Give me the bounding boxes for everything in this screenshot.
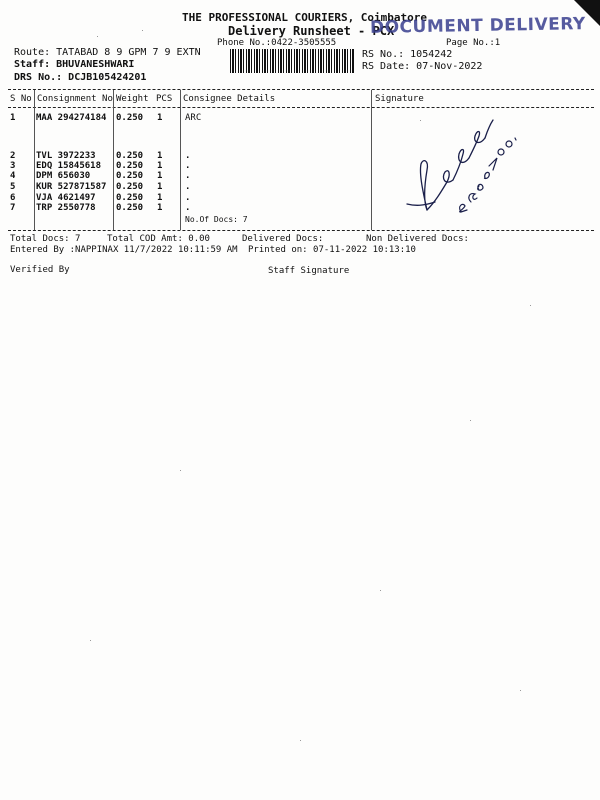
- col-header-consignment: Consignment No: [37, 94, 113, 104]
- row-sno: 1: [10, 113, 16, 123]
- row-pcs: 1: [157, 161, 163, 171]
- rs-date: RS Date: 07-Nov-2022: [362, 61, 483, 72]
- table-top-rule: [8, 89, 594, 90]
- route: Route: TATABAD 8 9 GPM 7 9 EXTN: [14, 47, 201, 58]
- row-consignment: EDQ 15845618: [36, 161, 102, 171]
- rs-number: RS No.: 1054242: [362, 49, 453, 60]
- row-consignment: TRP 2550778: [36, 203, 96, 213]
- row-consignment: DPM 656030: [36, 171, 91, 181]
- row-consignment: MAA 294274184: [36, 113, 107, 123]
- row-weight: 0.250: [116, 151, 144, 161]
- row-pcs: 1: [157, 151, 163, 161]
- row-sno: 5: [10, 182, 16, 192]
- handwritten-signature: [405, 112, 525, 220]
- row-weight: 0.250: [116, 203, 144, 213]
- col-header-consignee: Consignee Details: [183, 94, 276, 104]
- row-pcs: 1: [157, 193, 163, 203]
- delivered-docs: Delivered Docs:: [242, 234, 324, 244]
- row-sno: 7: [10, 203, 16, 213]
- row-weight: 0.250: [116, 161, 144, 171]
- row-consignment: VJA 4621497: [36, 193, 96, 203]
- phone-number: Phone No.:0422-3505555: [217, 38, 337, 48]
- no-of-docs: No.Of Docs: 7: [185, 215, 248, 224]
- row-details: .: [185, 182, 191, 192]
- row-weight: 0.250: [116, 182, 144, 192]
- printed-on: Printed on: 07-11-2022 10:13:10: [248, 245, 416, 255]
- row-details: .: [185, 203, 191, 213]
- runsheet-title: Delivery Runsheet - PCX: [228, 24, 395, 38]
- col-header-pcs: PCS: [156, 94, 173, 104]
- page-number: Page No.:1: [446, 38, 501, 48]
- row-sno: 6: [10, 193, 16, 203]
- row-consignment: KUR 527871587: [36, 182, 107, 192]
- company-name: THE PROFESSIONAL COURIERS, Coimbatore: [182, 11, 428, 24]
- row-details: .: [185, 193, 191, 203]
- total-docs: Total Docs: 7: [10, 234, 81, 244]
- staff-signature-label: Staff Signature: [268, 266, 350, 276]
- row-details: .: [185, 171, 191, 181]
- col-header-weight: Weight: [116, 94, 149, 104]
- row-weight: 0.250: [116, 171, 144, 181]
- row-sno: 4: [10, 171, 16, 181]
- total-cod-amount: Total COD Amt: 0.00: [107, 234, 210, 244]
- row-pcs: 1: [157, 171, 163, 181]
- col-header-signature: Signature: [375, 94, 424, 104]
- row-pcs: 1: [157, 182, 163, 192]
- row-pcs: 1: [157, 203, 163, 213]
- table-header-rule: [8, 107, 594, 108]
- row-pcs: 1: [157, 113, 163, 123]
- drs-number: DRS No.: DCJB105424201: [14, 72, 147, 83]
- row-details: ARC: [185, 113, 202, 123]
- row-details: .: [185, 151, 191, 161]
- row-sno: 3: [10, 161, 16, 171]
- col-header-sno: S No: [10, 94, 32, 104]
- table-bottom-rule: [8, 230, 594, 231]
- row-sno: 2: [10, 151, 16, 161]
- staff-name: Staff: BHUVANESHWARI: [14, 59, 135, 70]
- document-delivery-stamp: DOCUMENT DELIVERY: [369, 14, 586, 38]
- barcode: [230, 49, 354, 73]
- row-weight: 0.250: [116, 113, 144, 123]
- row-weight: 0.250: [116, 193, 144, 203]
- entered-by: Entered By :NAPPINAX 11/7/2022 10:11:59 AM: [10, 245, 238, 255]
- verified-by: Verified By: [10, 265, 70, 275]
- row-details: .: [185, 161, 191, 171]
- non-delivered-docs: Non Delivered Docs:: [366, 234, 469, 244]
- row-consignment: TVL 3972233: [36, 151, 96, 161]
